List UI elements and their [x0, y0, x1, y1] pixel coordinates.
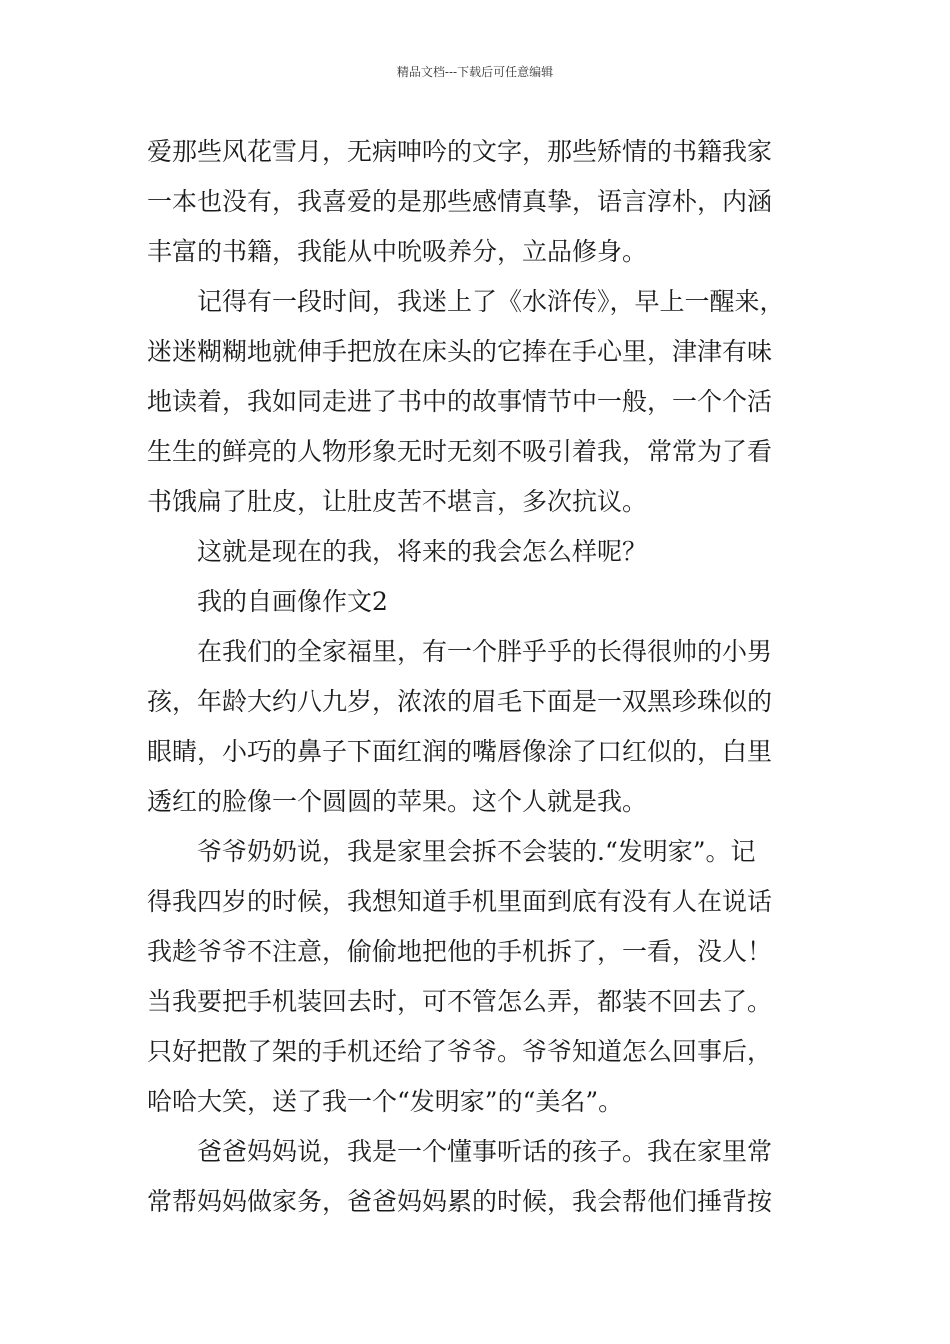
- paragraph-start-line: 这就是现在的我，将来的我会怎么样呢？: [197, 537, 648, 566]
- paragraph-start-line: 爷爷奶奶说，我是家里会拆不会装的.“发明家”。记: [197, 837, 756, 866]
- text-line: 一本也没有，我喜爱的是那些感情真挚，语言淳朴，内涵: [147, 187, 773, 216]
- document-body: [147, 127, 827, 1227]
- text-line: 常帮妈妈做家务，爸爸妈妈累的时候，我会帮他们捶背按: [147, 1187, 773, 1216]
- text-line: 当我要把手机装回去时，可不管怎么弄，都装不回去了。: [147, 987, 773, 1016]
- text-line: 孩，年龄大约八九岁，浓浓的眉毛下面是一双黑珍珠似的: [147, 687, 773, 716]
- text-line: 眼睛，小巧的鼻子下面红润的嘴唇像涂了口红似的，白里: [147, 737, 773, 766]
- text-line: 迷迷糊糊地就伸手把放在床头的它捧在手心里，津津有味: [147, 337, 773, 366]
- text-line: 爱那些风花雪月，无病呻吟的文字，那些矫情的书籍我家: [147, 137, 773, 166]
- page-header: 精品文档---下载后可任意编辑: [396, 65, 554, 79]
- text-line: 生生的鲜亮的人物形象无时无刻不吸引着我，常常为了看: [147, 437, 773, 466]
- paragraph-start-line: 在我们的全家福里，有一个胖乎乎的长得很帅的小男: [197, 637, 773, 666]
- text-line: 透红的脸像一个圆圆的苹果。这个人就是我。: [147, 787, 648, 816]
- text-line: 地读着，我如同走进了书中的故事情节中一般，一个个活: [147, 387, 773, 416]
- paragraph-start-line: 爸爸妈妈说，我是一个懂事听话的孩子。我在家里常: [197, 1137, 773, 1166]
- section-title: 我的自画像作文2: [197, 587, 388, 616]
- text-line: 我趁爷爷不注意，偷偷地把他的手机拆了，一看，没人！: [147, 937, 773, 966]
- text-line: 丰富的书籍，我能从中吮吸养分，立品修身。: [147, 237, 648, 266]
- text-line: 哈哈大笑，送了我一个“发明家”的“美名”。: [147, 1087, 624, 1116]
- text-line: 只好把散了架的手机还给了爷爷。爷爷知道怎么回事后，: [147, 1037, 773, 1066]
- paragraph-start-line: 记得有一段时间，我迷上了《水浒传》，早上一醒来，: [197, 287, 785, 316]
- text-line: 书饿扁了肚皮，让肚皮苦不堪言，多次抗议。: [147, 487, 648, 516]
- text-line: 得我四岁的时候，我想知道手机里面到底有没有人在说话: [147, 887, 773, 916]
